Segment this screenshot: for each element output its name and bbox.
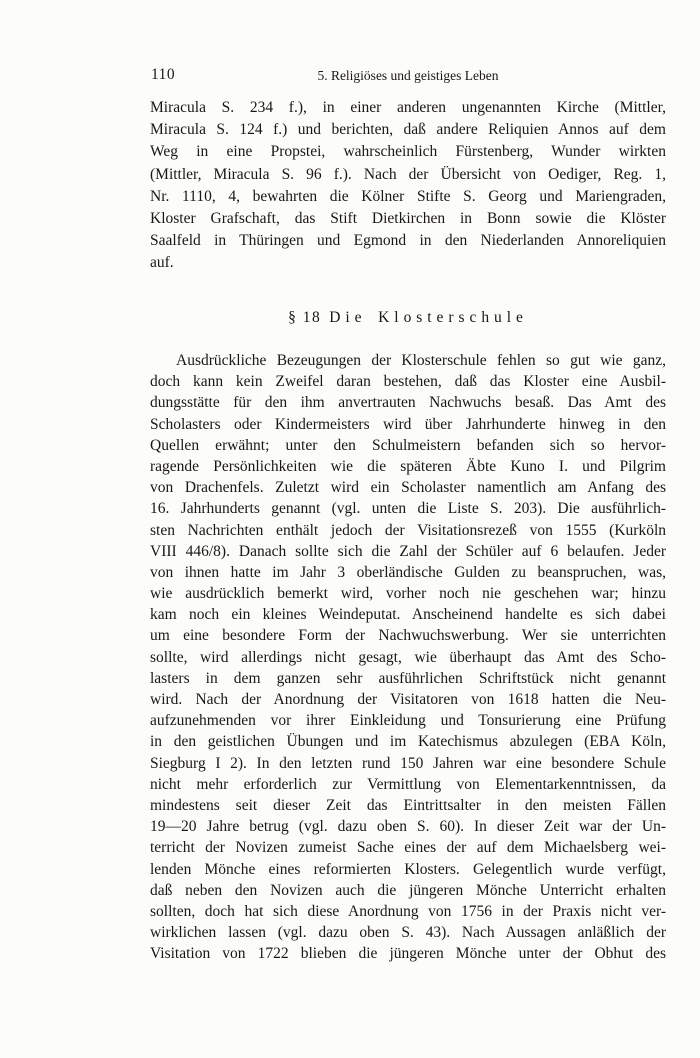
text-line: von Drachenfels. Zuletzt wird ein Scholaster namentlich am Anfang des <box>150 479 666 497</box>
text-line: Kloster Grafschaft, das Stift Dietkirchen in Bonn sowie die Klöster <box>150 209 666 227</box>
text-line: doch kann kein Zweifel daran bestehen, daß das Kloster eine Ausbil- <box>150 373 666 391</box>
text-line: auf. <box>150 254 174 272</box>
text-line: lenden Mönche eines reformierten Klosters. Gelegentlich wurde verfügt, <box>150 860 666 878</box>
section-heading <box>150 309 666 327</box>
text-line: wirklichen lassen (vgl. dazu oben S. 43). Nach Aussagen anläßlich der <box>150 924 666 942</box>
text-line: sollte, wird allerdings nicht gesagt, wie überhaupt das Amt des Scho- <box>150 648 666 666</box>
text-line: um eine besondere Form der Nachwuchswerbung. Wer sie unterrichten <box>150 627 666 645</box>
text-line: von ihnen hatte im Jahr 3 oberländische Gulden zu beanspruchen, was, <box>150 563 666 581</box>
section-title: Die Klosterschule <box>329 309 528 326</box>
page-number: 110 <box>151 66 176 83</box>
text-line: aufzunehmenden vor ihrer Einkleidung und Tonsurierung eine Prüfung <box>150 712 666 730</box>
text-line: Quellen erwähnt; unter den Schulmeistern befanden sich so hervor- <box>150 436 666 454</box>
text-line: in den geistlichen Übungen und im Katechismus abzulegen (EBA Köln, <box>150 733 666 751</box>
text-line: nicht mehr erforderlich zur Vermittlung von Elementarkenntnissen, da <box>150 775 666 793</box>
text-line: Miracula S. 234 f.), in einer anderen ungenannten Kirche (Mittler, <box>150 99 666 116</box>
text-line: mindestens seit dieser Zeit das Eintrittsalter in den meisten Fällen <box>150 796 666 814</box>
text-line: Ausdrückliche Bezeugungen der Klosterschule fehlen so gut wie ganz, <box>176 352 666 369</box>
text-line: Weg in eine Propstei, wahrscheinlich Fürstenberg, Wunder wirkten <box>150 143 666 161</box>
text-line: sollten, doch hat sich diese Anordnung von 1756 in der Praxis nicht ver- <box>150 902 666 920</box>
section-number: § 18 <box>288 309 322 326</box>
text-line: Scholasters oder Kindermeisters wird über Jahrhunderte hinweg in den <box>150 415 666 433</box>
paragraph-main <box>150 350 666 964</box>
text-line: Saalfeld in Thüringen und Egmond in den Niederlanden Annoreliquien <box>150 232 666 250</box>
text-line: VIII 446/8). Danach sollte sich die Zahl der Schüler auf 6 belaufen. Jeder <box>150 542 666 560</box>
text-line: sten Nachrichten enthält jedoch der Visitationsrezeß von 1555 (Kurköln <box>150 521 666 539</box>
running-title: 5. Religiöses und geistiges Leben <box>317 68 499 83</box>
page-header <box>150 66 666 86</box>
text-line: dungsstätte für den ihm anvertrauten Nachwuchs besaß. Das Amt des <box>150 394 666 412</box>
text-line: 19—20 Jahre betrug (vgl. dazu oben S. 60). In dieser Zeit war der Un- <box>150 818 666 836</box>
text-line: kam noch ein kleines Weindeputat. Anscheinend handelte es sich dabei <box>150 606 666 624</box>
text-line: 16. Jahrhunderts genannt (vgl. unten die Liste S. 203). Die ausführlich- <box>150 500 666 518</box>
text-line: Visitation von 1722 blieben die jüngeren Mönche unter der Obhut des <box>150 945 666 963</box>
text-line: daß neben den Novizen auch die jüngeren Mönche Unterricht erhalten <box>150 881 666 899</box>
text-line: (Mittler, Miracula S. 96 f.). Nach der Übersicht von Oediger, Reg. 1, <box>150 165 666 183</box>
text-line: terricht der Novizen zumeist Sache eines der auf dem Michaelsberg wei- <box>150 839 666 857</box>
text-line: ragende Persönlichkeiten wie die späteren Äbte Kuno I. und Pilgrim <box>150 457 666 475</box>
text-line: lasters in dem ganzen sehr ausführlichen Schriftstück nicht genannt <box>150 669 666 687</box>
paragraph-continuation <box>150 97 666 275</box>
text-line: Miracula S. 124 f.) und berichten, daß andere Reliquien Annos auf dem <box>150 121 666 139</box>
text-line: Siegburg I 2). In den letzten rund 150 Jahren war eine besondere Schule <box>150 754 666 772</box>
text-line: wird. Nach der Anordnung der Visitatoren von 1618 hatten die Neu- <box>150 691 666 708</box>
text-line: Nr. 1110, 4, bewahrten die Kölner Stifte S. Georg und Mariengraden, <box>150 187 666 205</box>
text-line: wie ausdrücklich bemerkt wird, vorher noch nie geschehen war; hinzu <box>150 585 666 603</box>
